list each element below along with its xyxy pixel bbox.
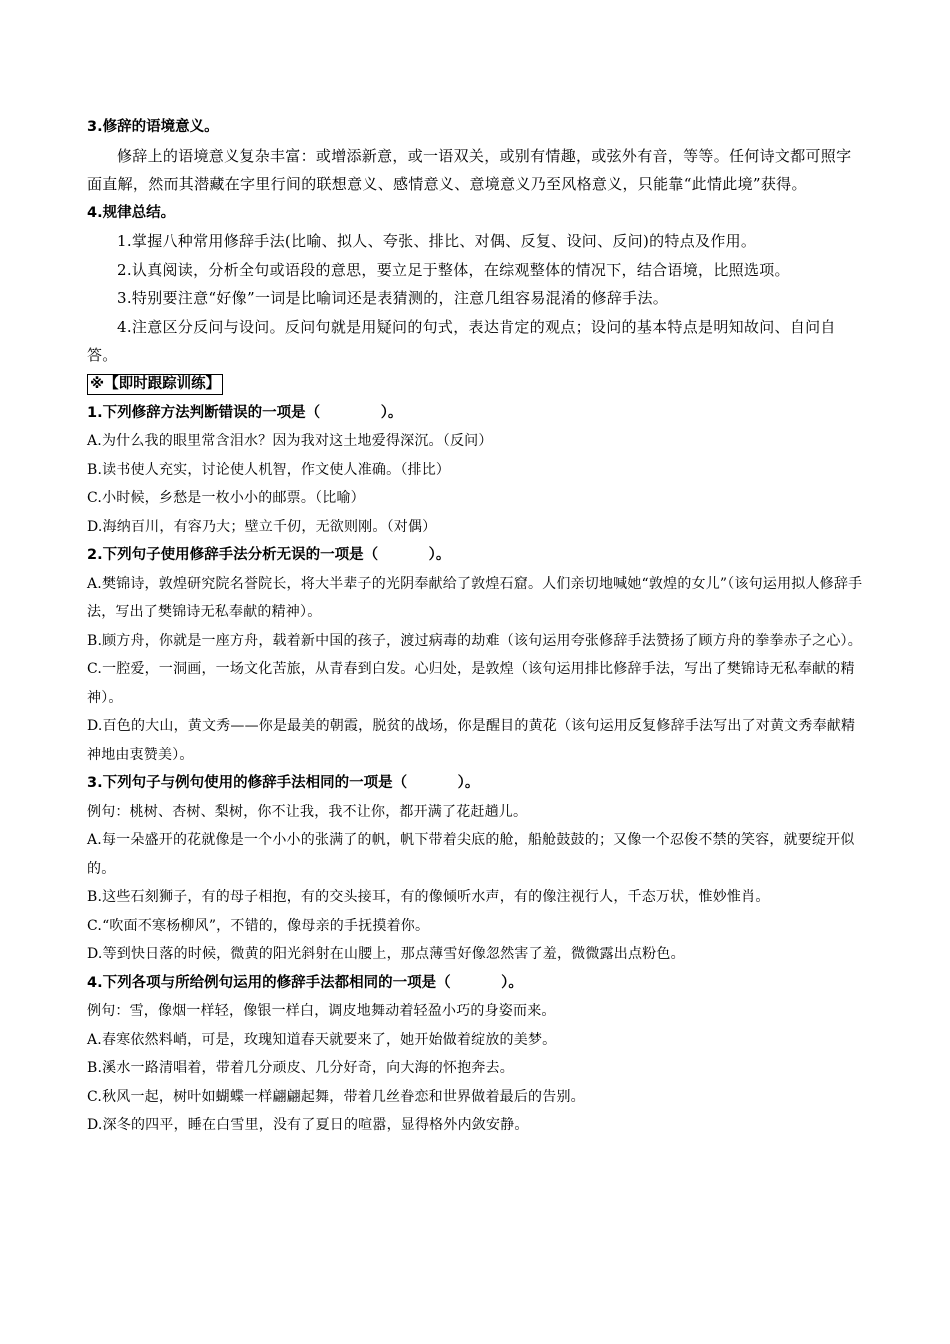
- option-d: D.深冬的四平，睡在白雪里，没有了夏日的喧嚣，显得格外内敛安静。: [87, 1117, 529, 1133]
- option-c: C.“吹面不寒杨柳风”，不错的，像母亲的手抚摸着你。: [87, 917, 430, 934]
- option-b: B.溪水一路清唱着，带着几分顽皮、几分好奇，向大海的怀抱奔去。: [87, 1060, 514, 1076]
- question-4: [87, 969, 865, 1140]
- question-3: [87, 769, 865, 969]
- question-1: [87, 399, 865, 542]
- option-c: C.小时候，乡愁是一枚小小的邮票。（比喻）: [87, 490, 365, 506]
- document-page: [87, 113, 865, 1140]
- question-stem: 3.下列句子与例句使用的修辞手法相同的一项是（ ）。: [87, 769, 865, 798]
- training-title: ※【即时跟踪训练】: [87, 374, 223, 395]
- training-section: [87, 370, 865, 1140]
- option-b: B.读书使人充实，讨论使人机智，作文使人准确。（排比）: [87, 461, 451, 478]
- answer-blank[interactable]: [320, 399, 381, 428]
- rule-item: 3.特别要注意“好像”一词是比喻词还是表猜测的，注意几组容易混淆的修辞手法。: [117, 289, 669, 307]
- option-d: D.百色的大山，黄文秀——你是最美的朝霞，脱贫的战场，你是醒目的黄花（该句运用反复修辞手法写出了对黄文秀奉献精神地由衷赞美）。: [87, 718, 856, 763]
- option-a: A.为什么我的眼里常含泪水？因为我对这土地爱得深沉。（反问）: [87, 433, 493, 449]
- section-3-body: 修辞上的语境意义复杂丰富：或增添新意，或一语双关，或别有情趣，或弦外有音，等等。任何诗文都可照字面直解，然而其潜藏在字里行间的联想意义、感情意义、意境意义乃至风格意义，只能靠“此情此境”获得。: [87, 146, 852, 193]
- option-a: A.樊锦诗，敦煌研究院名誉院长，将大半辈子的光阴奉献给了敦煌石窟。人们亲切地喊她“敦煌的女儿”（该句运用拟人修辞手法，写出了樊锦诗无私奉献的精神）。: [87, 575, 863, 620]
- section-3-heading: 3.修辞的语境意义。: [87, 119, 219, 135]
- option-a: A.春寒依然料峭，可是，玫瑰知道春天就要来了，她开始做着绽放的美梦。: [87, 1031, 557, 1048]
- answer-blank[interactable]: [451, 969, 501, 998]
- option-d: D.海纳百川，有容乃大；壁立千仞，无欲则刚。（对偶）: [87, 518, 437, 535]
- option-c: C.一腔爱，一洞画，一场文化苦旅，从青春到白发。心归处，是敦煌（该句运用排比修辞手法，写出了樊锦诗无私奉献的精神）。: [87, 661, 855, 706]
- option-b: B.这些石刻狮子，有的母子相抱，有的交头接耳，有的像倾听水声，有的像注视行人，千态万状，惟妙惟肖。: [87, 889, 770, 905]
- rule-item: 4.注意区分反问与设问。反问句就是用疑问的句式，表达肯定的观点；设问的基本特点是明知故问、自问自答。: [87, 317, 836, 364]
- option-a: A.每一朵盛开的花就像是一个小小的张满了的帆，帆下带着尖底的舱，船舱鼓鼓的；又像一个忍俊不禁的笑容，就要绽开似的。: [87, 832, 855, 877]
- answer-blank[interactable]: [378, 541, 428, 570]
- option-c: C.秋风一起，树叶如蝴蝶一样翩翩起舞，带着几丝眷恋和世界做着最后的告别。: [87, 1088, 585, 1105]
- example-sentence: 例句：雪，像烟一样轻，像银一样白，调皮地舞动着轻盈小巧的身姿而来。: [87, 1003, 556, 1019]
- question-stem: 4.下列各项与所给例句运用的修辞手法都相同的一项是（ ）。: [87, 969, 865, 998]
- example-sentence: 例句：桃树、杏树、梨树，你不让我，我不让你，都开满了花赶趟儿。: [87, 803, 528, 820]
- answer-blank[interactable]: [407, 769, 457, 798]
- option-b: B.顾方舟，你就是一座方舟，载着新中国的孩子，渡过病毒的劫难（该句运用夸张修辞手法赞扬了顾方舟的拳拳赤子之心）。: [87, 632, 862, 649]
- question-2: [87, 541, 865, 769]
- rule-item: 2.认真阅读，分析全句或语段的意思，要立足于整体，在综观整体的情况下，结合语境，比照选项。: [117, 260, 790, 279]
- section-4-heading: 4.规律总结。: [87, 204, 176, 221]
- question-stem: 2.下列句子使用修辞手法分析无误的一项是（ ）。: [87, 541, 865, 570]
- question-stem: 1.下列修辞方法判断错误的一项是（ ）。: [87, 399, 865, 428]
- option-d: D.等到快日落的时候，微黄的阳光斜射在山腰上，那点薄雪好像忽然害了羞，微微露出点粉色。: [87, 946, 685, 962]
- rule-item: 1.掌握八种常用修辞手法(比喻、拟人、夸张、排比、对偶、反复、设问、反问)的特点及作用。: [117, 232, 757, 250]
